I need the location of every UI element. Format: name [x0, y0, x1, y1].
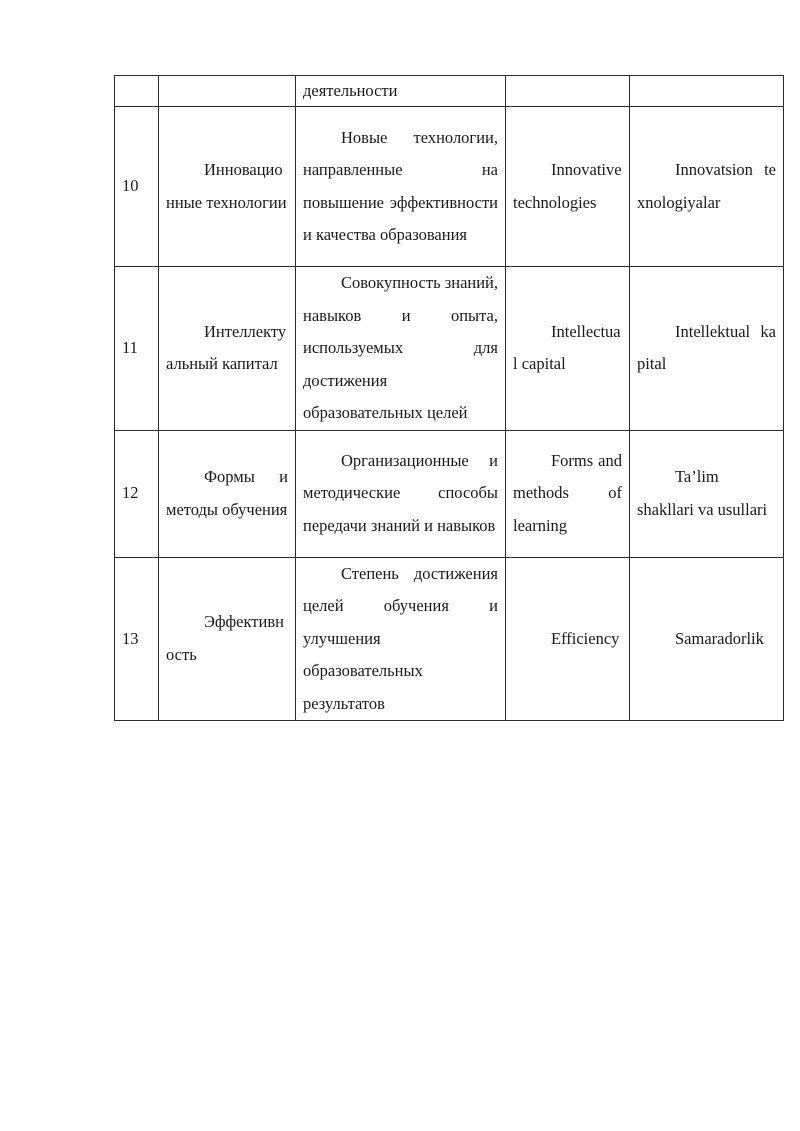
definition-cell: Совокупность знаний, навыков и опыта, используемых для достижения образовательных целей: [296, 267, 506, 431]
english-cell: Intellectual capital: [506, 267, 630, 431]
row-number-cell: [115, 76, 159, 107]
row-number-cell: 13: [115, 557, 159, 721]
english-cell: Innovative technologies: [506, 107, 630, 267]
english-cell: Forms and methods of learning: [506, 430, 630, 557]
uzbek-cell: Innovatsion texnologiyalar: [630, 107, 784, 267]
uzbek-cell: Intellektual kapital: [630, 267, 784, 431]
uzbek-cell: [630, 76, 784, 107]
term-cell: [159, 76, 296, 107]
term-cell: Эффективность: [159, 557, 296, 721]
definition-cell: Новые технологии, направленные на повышение эффективности и качества образования: [296, 107, 506, 267]
term-cell: Формы и методы обучения: [159, 430, 296, 557]
row-number-cell: 10: [115, 107, 159, 267]
english-cell: [506, 76, 630, 107]
uzbek-cell: Ta’lim shakllari va usullari: [630, 430, 784, 557]
table-row: [115, 267, 784, 431]
definition-cell: Степень достижения целей обучения и улучшения образовательных результатов: [296, 557, 506, 721]
definition-cell: Организационные и методические способы передачи знаний и навыков: [296, 430, 506, 557]
row-number-cell: 12: [115, 430, 159, 557]
definition-cell: деятельности: [296, 76, 506, 107]
glossary-table: [114, 75, 784, 721]
table-row: [115, 76, 784, 107]
english-cell: Efficiency: [506, 557, 630, 721]
table-row: [115, 430, 784, 557]
row-number-cell: 11: [115, 267, 159, 431]
table-row: [115, 557, 784, 721]
term-cell: Инновационные технологии: [159, 107, 296, 267]
uzbek-cell: Samaradorlik: [630, 557, 784, 721]
table-row: [115, 107, 784, 267]
term-cell: Интеллектуальный капитал: [159, 267, 296, 431]
